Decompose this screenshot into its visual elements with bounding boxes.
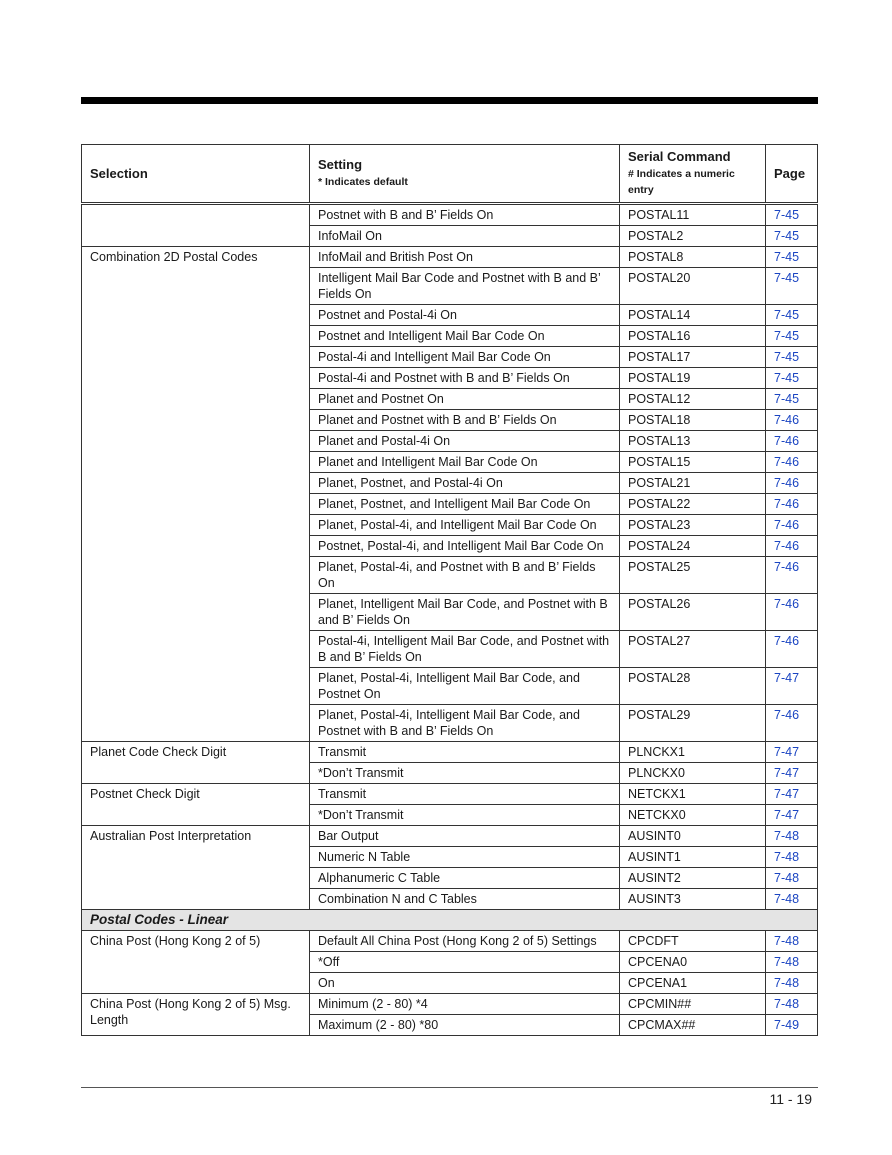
page-link[interactable]: 7-45: [766, 268, 818, 305]
page-link[interactable]: 7-48: [766, 847, 818, 868]
page-link[interactable]: 7-48: [766, 994, 818, 1015]
page-link[interactable]: 7-45: [766, 326, 818, 347]
page-link[interactable]: 7-47: [766, 763, 818, 784]
setting-cell: Planet, Postal-4i, Intelligent Mail Bar Code, and Postnet with B and B’ Fields On: [310, 705, 620, 742]
setting-cell: Planet, Intelligent Mail Bar Code, and Postnet with B and B’ Fields On: [310, 594, 620, 631]
footer-rule: [81, 1087, 818, 1088]
page-link[interactable]: 7-45: [766, 204, 818, 226]
setting-cell: Transmit: [310, 742, 620, 763]
top-rule: [81, 97, 818, 104]
section-heading-row: [82, 910, 818, 931]
serial-command-cell: POSTAL22: [620, 494, 766, 515]
page-link[interactable]: 7-47: [766, 742, 818, 763]
setting-cell: Numeric N Table: [310, 847, 620, 868]
table-row: [82, 931, 818, 952]
serial-command-cell: POSTAL24: [620, 536, 766, 557]
serial-command-cell: POSTAL18: [620, 410, 766, 431]
serial-command-cell: POSTAL27: [620, 631, 766, 668]
table-row: [82, 742, 818, 763]
page-link[interactable]: 7-48: [766, 826, 818, 847]
page-link[interactable]: 7-45: [766, 389, 818, 410]
table-row: [82, 247, 818, 268]
serial-command-cell: AUSINT0: [620, 826, 766, 847]
serial-command-cell: POSTAL13: [620, 431, 766, 452]
page-link[interactable]: 7-48: [766, 868, 818, 889]
header-selection: Selection: [82, 145, 310, 204]
selection-cell: Postnet Check Digit: [82, 784, 310, 826]
header-setting-note: * Indicates default: [318, 176, 408, 188]
page-link[interactable]: 7-46: [766, 705, 818, 742]
page-link[interactable]: 7-45: [766, 305, 818, 326]
serial-command-cell: PLNCKX0: [620, 763, 766, 784]
setting-cell: Planet, Postnet, and Postal-4i On: [310, 473, 620, 494]
page-link[interactable]: 7-46: [766, 515, 818, 536]
setting-cell: Postal-4i, Intelligent Mail Bar Code, and Postnet with B and B’ Fields On: [310, 631, 620, 668]
header-serial-note: # Indicates a numeric entry: [628, 168, 735, 196]
selection-cell: Combination 2D Postal Codes: [82, 247, 310, 742]
selection-cell: Planet Code Check Digit: [82, 742, 310, 784]
page-link[interactable]: 7-46: [766, 557, 818, 594]
serial-command-cell: CPCDFT: [620, 931, 766, 952]
setting-cell: Intelligent Mail Bar Code and Postnet with B and B’ Fields On: [310, 268, 620, 305]
setting-cell: Planet, Postal-4i, and Intelligent Mail Bar Code On: [310, 515, 620, 536]
setting-cell: Minimum (2 - 80) *4: [310, 994, 620, 1015]
table-row: [82, 204, 818, 226]
setting-cell: Planet, Postal-4i, and Postnet with B and B’ Fields On: [310, 557, 620, 594]
setting-cell: Postal-4i and Postnet with B and B’ Fields On: [310, 368, 620, 389]
selection-cell: [82, 204, 310, 247]
page-link[interactable]: 7-45: [766, 347, 818, 368]
serial-command-cell: AUSINT1: [620, 847, 766, 868]
setting-cell: On: [310, 973, 620, 994]
page-link[interactable]: 7-46: [766, 594, 818, 631]
serial-command-cell: POSTAL19: [620, 368, 766, 389]
serial-command-cell: NETCKX0: [620, 805, 766, 826]
setting-cell: Planet and Postnet On: [310, 389, 620, 410]
page-link[interactable]: 7-47: [766, 668, 818, 705]
page-link[interactable]: 7-46: [766, 631, 818, 668]
table-row: [82, 994, 818, 1015]
page-number: 11 - 19: [769, 1091, 812, 1107]
setting-cell: Postnet and Intelligent Mail Bar Code On: [310, 326, 620, 347]
setting-cell: Bar Output: [310, 826, 620, 847]
header-setting: Setting * Indicates default: [310, 145, 620, 204]
serial-command-cell: POSTAL15: [620, 452, 766, 473]
serial-command-cell: POSTAL26: [620, 594, 766, 631]
serial-command-cell: CPCMIN##: [620, 994, 766, 1015]
page-link[interactable]: 7-46: [766, 473, 818, 494]
page-link[interactable]: 7-46: [766, 452, 818, 473]
page-link[interactable]: 7-45: [766, 368, 818, 389]
setting-cell: Maximum (2 - 80) *80: [310, 1015, 620, 1036]
page-link[interactable]: 7-48: [766, 931, 818, 952]
setting-cell: Planet and Postal-4i On: [310, 431, 620, 452]
serial-command-cell: POSTAL28: [620, 668, 766, 705]
serial-command-cell: POSTAL16: [620, 326, 766, 347]
serial-command-cell: POSTAL17: [620, 347, 766, 368]
serial-command-cell: POSTAL11: [620, 204, 766, 226]
page-link[interactable]: 7-46: [766, 494, 818, 515]
selection-cell: China Post (Hong Kong 2 of 5) Msg. Length: [82, 994, 310, 1036]
page-link[interactable]: 7-47: [766, 805, 818, 826]
setting-cell: Planet and Intelligent Mail Bar Code On: [310, 452, 620, 473]
setting-cell: Alphanumeric C Table: [310, 868, 620, 889]
page-link[interactable]: 7-47: [766, 784, 818, 805]
setting-cell: Transmit: [310, 784, 620, 805]
setting-cell: *Off: [310, 952, 620, 973]
serial-command-cell: POSTAL21: [620, 473, 766, 494]
page-link[interactable]: 7-46: [766, 431, 818, 452]
serial-command-cell: CPCENA1: [620, 973, 766, 994]
command-table: [81, 144, 818, 1036]
setting-cell: Postal-4i and Intelligent Mail Bar Code On: [310, 347, 620, 368]
serial-command-cell: POSTAL12: [620, 389, 766, 410]
setting-cell: *Don’t Transmit: [310, 763, 620, 784]
header-serial-command: Serial Command # Indicates a numeric entry: [620, 145, 766, 204]
setting-cell: Planet, Postnet, and Intelligent Mail Bar Code On: [310, 494, 620, 515]
serial-command-cell: AUSINT3: [620, 889, 766, 910]
setting-cell: Postnet with B and B’ Fields On: [310, 204, 620, 226]
serial-command-cell: POSTAL29: [620, 705, 766, 742]
setting-cell: Default All China Post (Hong Kong 2 of 5) Settings: [310, 931, 620, 952]
header-page: Page: [766, 145, 818, 204]
serial-command-cell: POSTAL25: [620, 557, 766, 594]
setting-cell: InfoMail and British Post On: [310, 247, 620, 268]
setting-cell: Planet, Postal-4i, Intelligent Mail Bar Code, and Postnet On: [310, 668, 620, 705]
serial-command-cell: CPCENA0: [620, 952, 766, 973]
selection-cell: Australian Post Interpretation: [82, 826, 310, 910]
serial-command-cell: POSTAL2: [620, 226, 766, 247]
serial-command-cell: PLNCKX1: [620, 742, 766, 763]
serial-command-cell: POSTAL20: [620, 268, 766, 305]
setting-cell: Postnet, Postal-4i, and Intelligent Mail Bar Code On: [310, 536, 620, 557]
serial-command-cell: POSTAL14: [620, 305, 766, 326]
page-link[interactable]: 7-46: [766, 410, 818, 431]
selection-cell: China Post (Hong Kong 2 of 5): [82, 931, 310, 994]
setting-cell: *Don’t Transmit: [310, 805, 620, 826]
page-link[interactable]: 7-46: [766, 536, 818, 557]
setting-cell: Planet and Postnet with B and B’ Fields On: [310, 410, 620, 431]
setting-cell: Postnet and Postal-4i On: [310, 305, 620, 326]
table-header-row: [82, 145, 818, 204]
page-link[interactable]: 7-49: [766, 1015, 818, 1036]
page-link[interactable]: 7-48: [766, 952, 818, 973]
serial-command-cell: POSTAL8: [620, 247, 766, 268]
page-link[interactable]: 7-45: [766, 247, 818, 268]
table-row: [82, 784, 818, 805]
section-heading: Postal Codes - Linear: [82, 910, 818, 931]
serial-command-cell: AUSINT2: [620, 868, 766, 889]
table-row: [82, 826, 818, 847]
serial-command-cell: POSTAL23: [620, 515, 766, 536]
setting-cell: InfoMail On: [310, 226, 620, 247]
page-link[interactable]: 7-48: [766, 973, 818, 994]
page-link[interactable]: 7-48: [766, 889, 818, 910]
setting-cell: Combination N and C Tables: [310, 889, 620, 910]
serial-command-cell: NETCKX1: [620, 784, 766, 805]
page-link[interactable]: 7-45: [766, 226, 818, 247]
serial-command-cell: CPCMAX##: [620, 1015, 766, 1036]
table-body: [82, 204, 818, 1036]
